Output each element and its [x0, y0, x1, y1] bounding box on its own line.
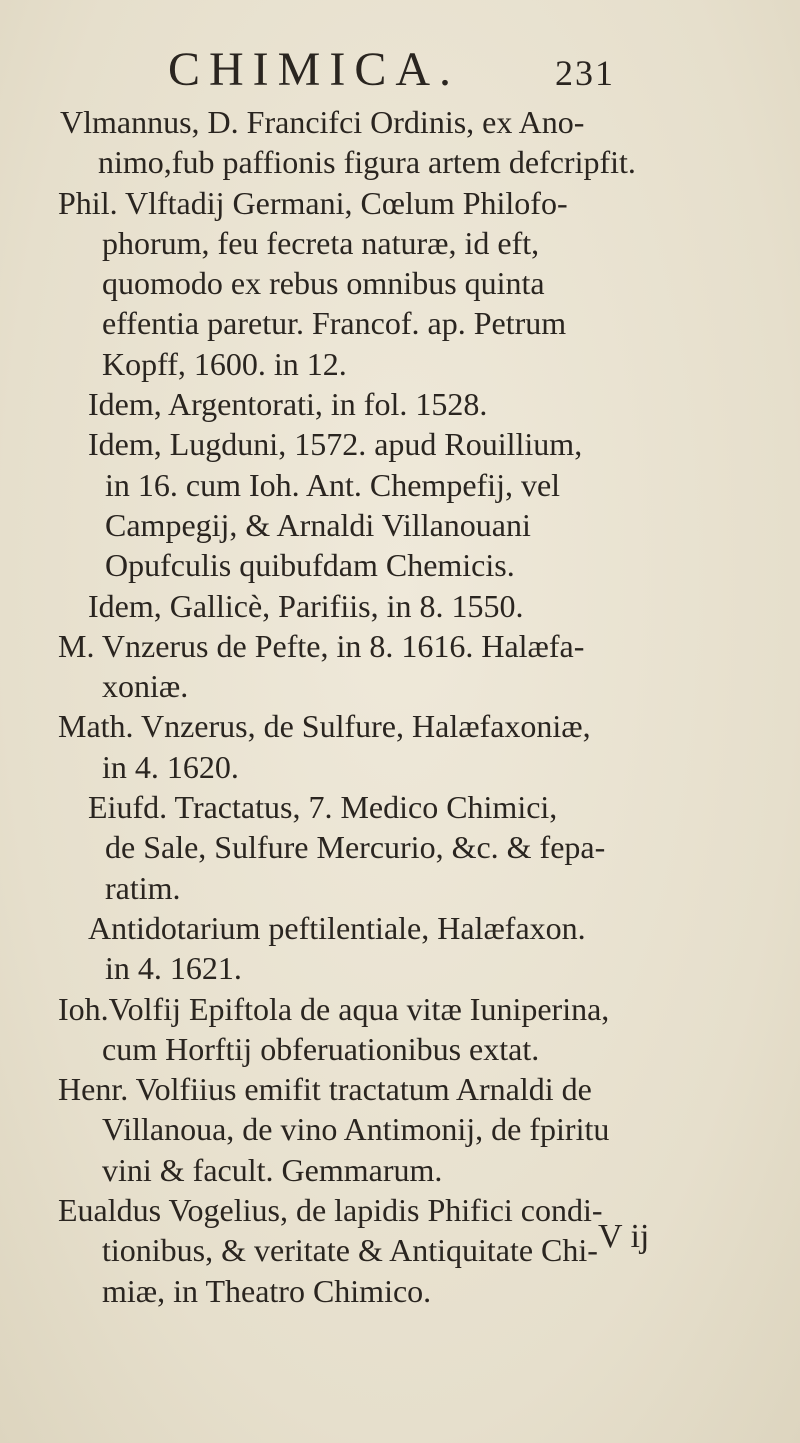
text-line: nimo,fub paffionis figura artem defcripfit. [98, 144, 636, 181]
text-line: Henr. Volfiius emifit tractatum Arnaldi de [58, 1071, 592, 1108]
text-line: Math. Vnzerus, de Sulfure, Halæfaxoniæ, [58, 708, 591, 745]
running-title: CHIMICA. [168, 43, 461, 96]
text-line: quomodo ex rebus omnibus quinta [102, 265, 545, 302]
text-line: tionibus, & veritate & Antiquitate Chi- [102, 1232, 598, 1269]
text-line: phorum, feu fecreta naturæ, id eft, [102, 224, 540, 261]
text-line: in 4. 1621. [105, 950, 242, 987]
page-header [0, 42, 800, 102]
catchword: V ij [598, 1218, 650, 1255]
text-line: Idem, Lugduni, 1572. apud Rouillium, [88, 426, 583, 463]
text-line: de Sale, Sulfure Mercurio, &c. & fepa- [105, 829, 606, 866]
text-line: Eiufd. Tractatus, 7. Medico Chimici, [88, 789, 558, 826]
text-line: Campegij, & Arnaldi Villanouani [105, 506, 531, 543]
text-line: Antidotarium peftilentiale, Halæfaxon. [88, 909, 586, 946]
text-line: M. Vnzerus de Pefte, in 8. 1616. Halæfa- [58, 627, 585, 664]
text-line: Vlmannus, D. Francifci Ordinis, ex Ano- [60, 104, 585, 140]
text-line: Eualdus Vogelius, de lapidis Phifici condi- [58, 1192, 603, 1229]
text-line: Phil. Vlftadij Germani, Cœlum Philofo- [58, 184, 568, 221]
text-line: in 16. cum Ioh. Ant. Chempefij, vel [105, 466, 561, 503]
text-line: xoniæ. [102, 668, 189, 705]
text-line: vini & facult. Gemmarum. [102, 1151, 443, 1188]
text-line: Kopff, 1600. in 12. [102, 345, 347, 382]
bibliography-text [60, 102, 780, 1311]
page-number: 231 [555, 53, 615, 93]
text-line: Idem, Gallicè, Parifiis, in 8. 1550. [88, 587, 524, 624]
text-line: Ioh.Volfij Epiftola de aqua vitæ Iuniperina, [58, 990, 610, 1027]
text-line: Idem, Argentorati, in fol. 1528. [88, 386, 488, 423]
text-line: Villanoua, de vino Antimonij, de fpiritu [102, 1111, 610, 1148]
text-line: cum Horftij obferuationibus extat. [102, 1030, 540, 1067]
text-line: Opufculis quibufdam Chemicis. [105, 547, 515, 584]
text-line: effentia paretur. Francof. ap. Petrum [102, 305, 567, 342]
text-line: miæ, in Theatro Chimico. [102, 1272, 432, 1309]
text-line: in 4. 1620. [102, 748, 239, 785]
text-line: ratim. [105, 869, 181, 906]
